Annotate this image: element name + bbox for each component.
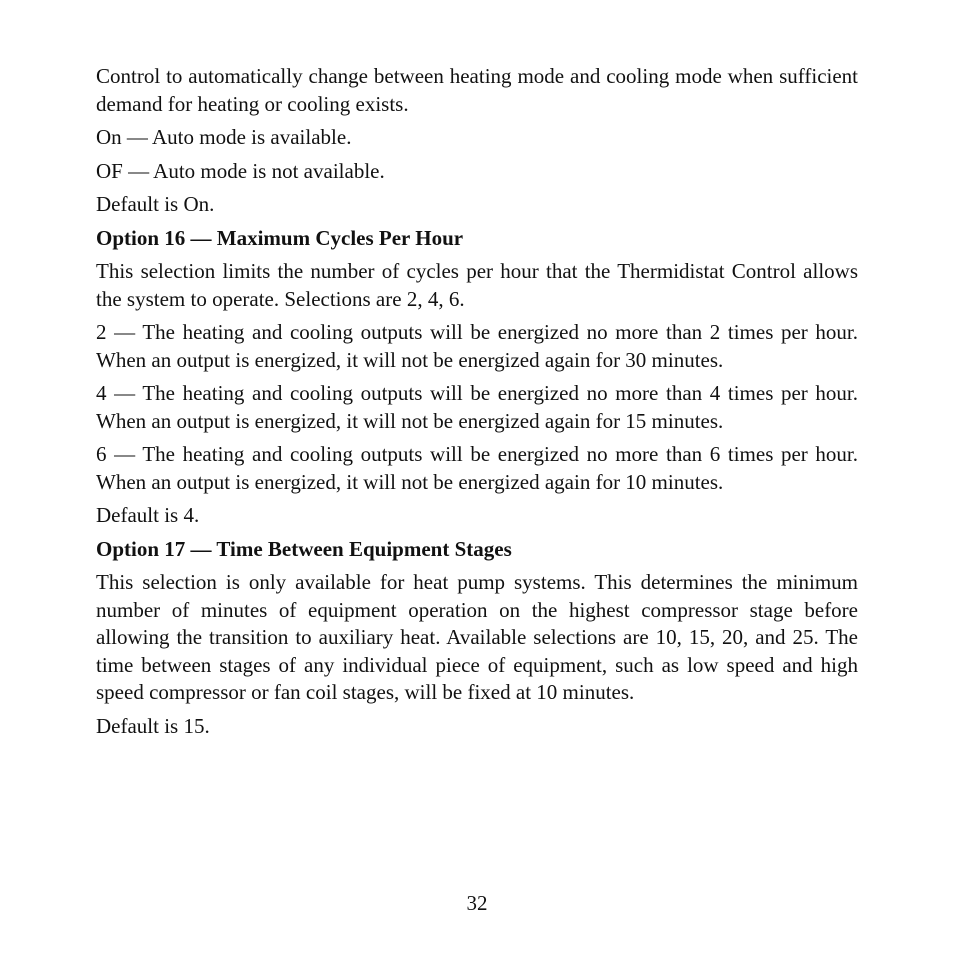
option-16-default: Default is 4.: [96, 503, 200, 527]
option-17-default: Default is 15.: [96, 713, 210, 738]
option-16-choice-2: 2 — The heating and cooling outputs will be energized no more than 2 times per hour. When an output is energized, it will not be energized again for 30 minutes.: [96, 320, 858, 372]
auto-mode-off: OF — Auto mode is not available.: [96, 158, 385, 183]
intro-paragraph: Control to automatically change between heating mode and cooling mode when sufficient demand for heating or cooling exists.: [96, 64, 858, 116]
option-17-heading: Option 17 — Time Between Equipment Stages: [96, 536, 512, 561]
page-content: [96, 63, 858, 746]
option-16-choice-6: 6 — The heating and cooling outputs will be energized no more than 6 times per hour. When an output is energized, it will not be energized again for 10 minutes.: [96, 442, 858, 494]
auto-mode-default: Default is On.: [96, 192, 215, 216]
option-16-choice-4: 4 — The heating and cooling outputs will be energized no more than 4 times per hour. When an output is energized, it will not be energized again for 15 minutes.: [96, 381, 858, 433]
option-16-description: This selection limits the number of cycles per hour that the Thermidistat Control allows the system to operate. Selections are 2, 4, 6.: [96, 259, 858, 311]
option-16-heading: Option 16 — Maximum Cycles Per Hour: [96, 225, 464, 250]
page-number: 32: [466, 891, 488, 915]
auto-mode-on: On — Auto mode is available.: [96, 125, 352, 149]
option-17-description: This selection is only available for heat pump systems. This determines the minimum number of minutes of equipment operation on the highest compressor stage before allowing the transition to auxiliary heat. Available selections are 10, 15, 20, and 25. The time between stages of any individual piece of equipment, such as low speed and high speed compressor or fan coil stages, will be fixed at 10 minutes.: [96, 570, 858, 704]
